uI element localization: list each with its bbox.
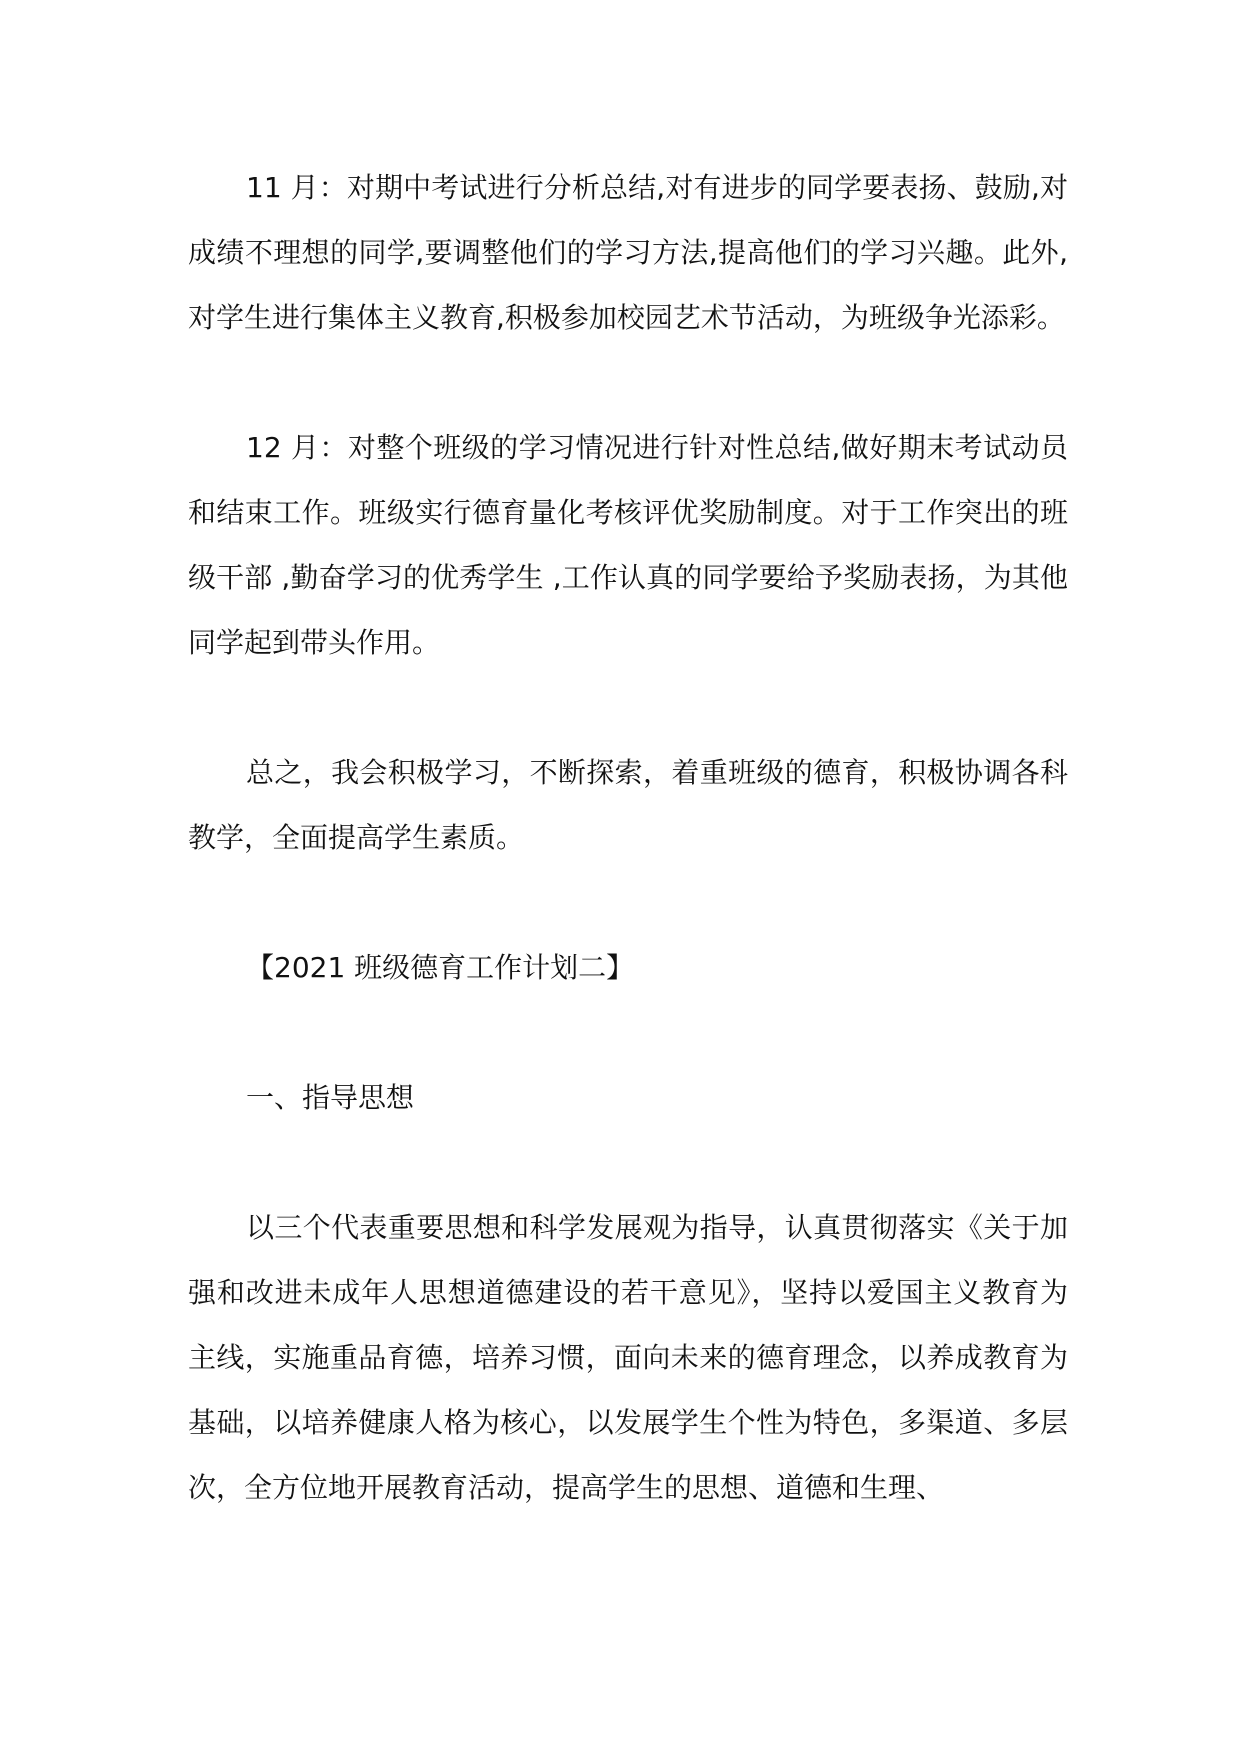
document-body xyxy=(188,155,1068,1520)
paragraph-november: 11 月：对期中考试进行分析总结,对有进步的同学要表扬、鼓励,对成绩不理想的同学,要调整他们的学习方法,提高他们的学习兴趣。此外,对学生进行集体主义教育,积极参加校园艺术节活动，为班级争光添彩。 xyxy=(188,171,1068,334)
paragraph-gap xyxy=(188,1000,1068,1065)
paragraph-guiding-ideology: 以三个代表重要思想和科学发展观为指导，认真贯彻落实《关于加强和改进未成年人思想道德建设的若干意见》，坚持以爱国主义教育为主线，实施重品育德，培养习惯，面向未来的德育理念，以养成教育为基础，以培养健康人格为核心，以发展学生个性为特色，多渠道、多层次，全方位地开展教育活动，提高学生的思想、道德和生理、 xyxy=(188,1211,1068,1504)
subheading-guiding-ideology: 一、指导思想 xyxy=(246,1081,415,1114)
paragraph-december: 12 月：对整个班级的学习情况进行针对性总结,做好期末考试动员和结束工作。班级实行德育量化考核评优奖励制度。对于工作突出的班级干部 ,勤奋学习的优秀学生 ,工作认真的同学要给予奖励表扬，为其他同学起到带头作用。 xyxy=(188,431,1068,659)
paragraph-gap xyxy=(188,675,1068,740)
paragraph-gap xyxy=(188,1130,1068,1195)
section-title: 【2021 班级德育工作计划二】 xyxy=(246,951,635,984)
paragraph-gap xyxy=(188,870,1068,935)
paragraph-gap xyxy=(188,350,1068,415)
paragraph-summary: 总之，我会积极学习，不断探索，着重班级的德育，积极协调各科教学，全面提高学生素质。 xyxy=(188,756,1068,854)
